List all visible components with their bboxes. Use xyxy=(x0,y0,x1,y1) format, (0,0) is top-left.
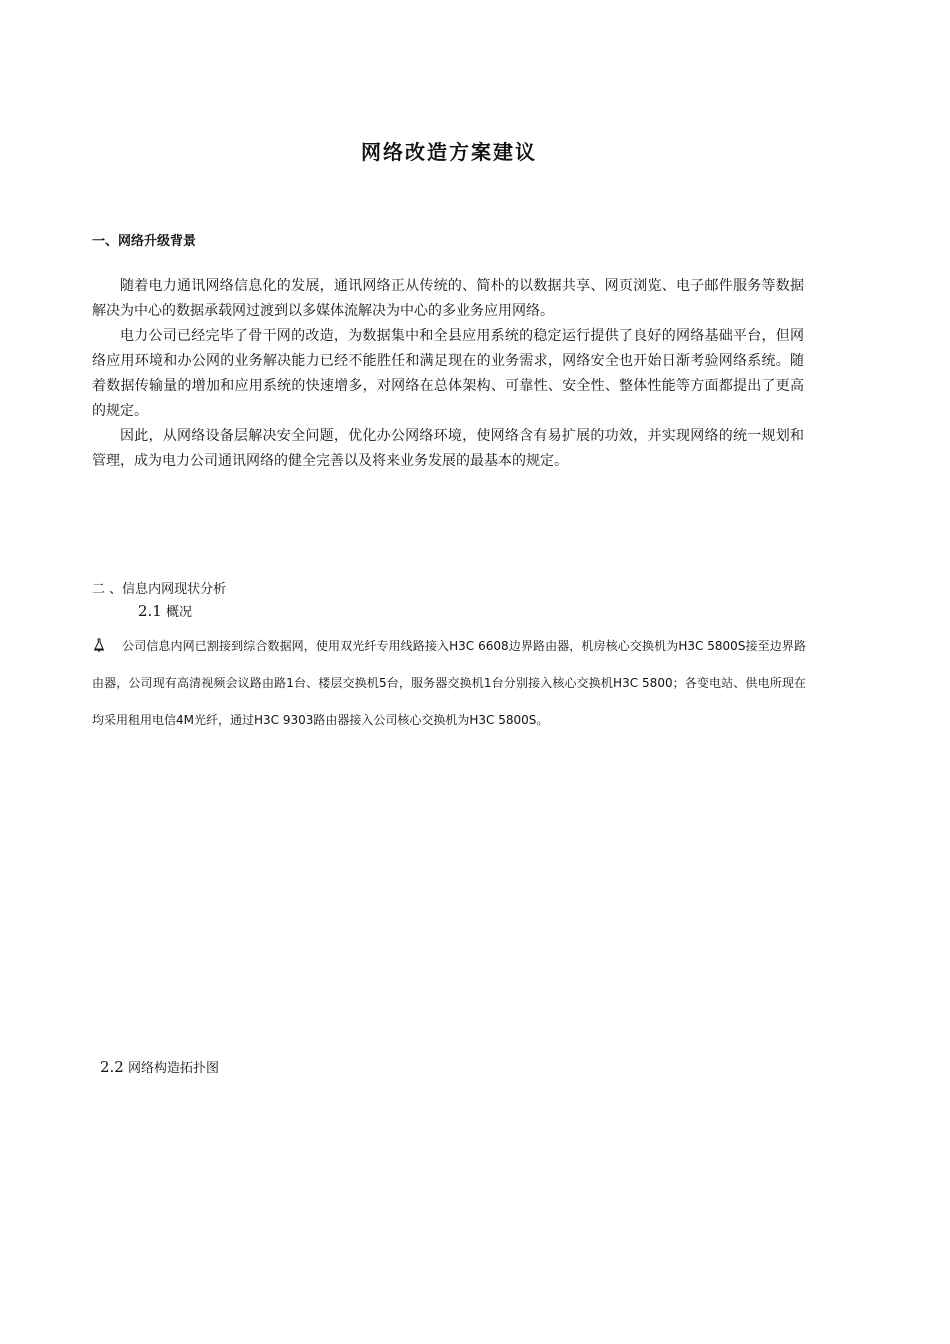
section-1-body xyxy=(92,274,804,474)
paragraph-3: 因此，从网络设备层解决安全问题，优化办公网络环境，使网络含有易扩展的功效，并实现网络的统一规划和管理，成为电力公司通讯网络的健全完善以及将来业务发展的最基本的规定。 xyxy=(92,428,804,469)
paragraph-1: 随着电力通讯网络信息化的发展，通讯网络正从传统的、简朴的以数据共享、网页浏览、电子邮件服务等数据解决为中心的数据承载网过渡到以多媒体流解决为中心的多业务应用网络。 xyxy=(92,278,804,319)
subsection-2-1-heading xyxy=(138,601,192,620)
network-status-text: 公司信息内网已割接到综合数据网，使用双光纤专用线路接入H3C 6608边界路由器，机房核心交换机为H3C 5800S接至边界路由器，公司现有高清视频会议路由路1台、楼层交换机5台，服务器交换机1台分别接入核心交换机H3C 5800；各变电站、供电所现在均采用租用电信4M光纤，通过H3C 9303路由器接入公司核心交换机为H3C 5800S。 xyxy=(92,639,806,727)
subsection-2-1-label: 概况 xyxy=(166,605,193,620)
section-2-heading: 二 、信息内网现状分析 xyxy=(92,582,227,597)
subsection-2-1-number: 2.1 xyxy=(138,602,162,620)
subsection-2-2-heading xyxy=(100,1057,219,1076)
paragraph-2: 电力公司已经完毕了骨干网的改造，为数据集中和全县应用系统的稳定运行提供了良好的网络基础平台，但网络应用环境和办公网的业务解决能力已经不能胜任和满足现在的业务需求，网络安全也开始日渐考验网络系统。随着数据传输量的增加和应用系统的快速增多，对网络在总体架构、可靠性、安全性、整体性能等方面都提出了更高的规定。 xyxy=(92,328,804,419)
section-1-heading: 一、网络升级背景 xyxy=(92,234,197,249)
hand-bell-bullet-icon xyxy=(92,638,106,652)
document-title: 网络改造方案建议 xyxy=(361,140,537,164)
subsection-2-2-label: 网络构造拓扑图 xyxy=(128,1061,220,1076)
subsection-2-2-number: 2.2 xyxy=(100,1058,124,1076)
network-status-paragraph xyxy=(92,628,806,739)
